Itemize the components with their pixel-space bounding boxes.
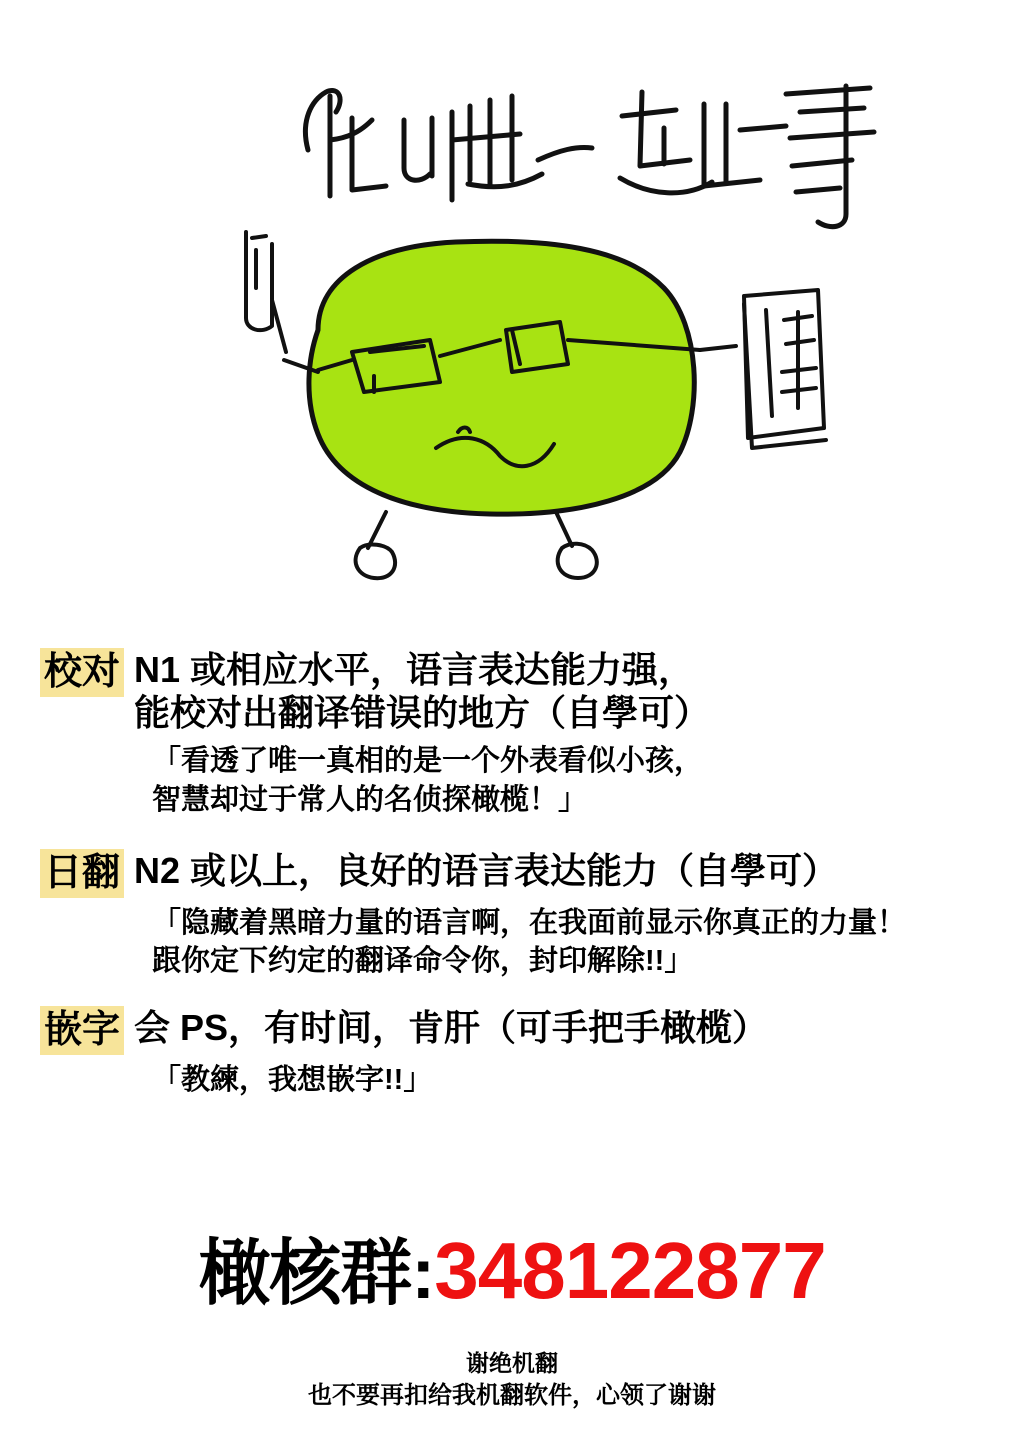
- role-quote-line2: 智慧却过于常人的名侦探橄榄！」: [152, 783, 588, 816]
- qq-group-label: 橄核群:: [198, 1234, 435, 1314]
- qq-group-number[interactable]: 348122877: [434, 1226, 826, 1315]
- footer-line-2: 也不要再扣给我机翻软件，心领了谢谢: [308, 1382, 716, 1410]
- role-quote-line1: 「教練，我想嵌字!!」: [152, 1064, 433, 1097]
- role-quote-line1: 「看透了唯一真相的是一个外表看似小孩，: [152, 745, 704, 778]
- role-requirement-line1: 会 PS，有时间，肯肝（可手把手橄榄）: [134, 1007, 769, 1049]
- role-tag-proofreader: 校对: [40, 648, 124, 697]
- role-tag-translator: 日翻: [40, 849, 124, 898]
- illustration-area: [0, 0, 1024, 640]
- role-headline: [40, 1006, 1000, 1055]
- recruitment-roles: [40, 648, 1000, 1117]
- qq-group-line: [0, 1215, 1024, 1319]
- footer-note: [0, 1348, 1024, 1414]
- footer-line-1: 谢绝机翻: [466, 1350, 558, 1376]
- role-quote-line1: 「隐藏着黑暗力量的语言啊，在我面前显示你真正的力量！: [152, 906, 907, 939]
- role-requirement-proofreader: [134, 648, 710, 734]
- role-headline: [40, 849, 1000, 898]
- role-quote-typesetter: [152, 1061, 1000, 1099]
- role-block-translator: [40, 849, 1000, 980]
- role-requirement-line1: N1 或相应水平，语言表达能力强，: [134, 649, 695, 690]
- role-headline: [40, 648, 1000, 734]
- role-tag-typesetter: 嵌字: [40, 1006, 124, 1055]
- role-quote-line2: 跟你定下约定的翻译命令你，封印解除!!」: [152, 945, 694, 977]
- role-quote-translator: [152, 904, 1000, 981]
- mascot-body: [309, 241, 694, 514]
- role-requirement-typesetter: [134, 1006, 768, 1049]
- role-block-proofreader: [40, 648, 1000, 819]
- role-quote-proofreader: [152, 742, 1000, 819]
- role-requirement-line1: N2 或以上，良好的语言表达能力（自學可）: [134, 849, 839, 891]
- olive-mascot-drawing: [0, 0, 1024, 640]
- role-requirement-line2: 能校对出翻译错误的地方（自學可）: [134, 692, 711, 734]
- role-block-typesetter: [40, 1006, 1000, 1099]
- role-requirement-translator: [134, 849, 838, 892]
